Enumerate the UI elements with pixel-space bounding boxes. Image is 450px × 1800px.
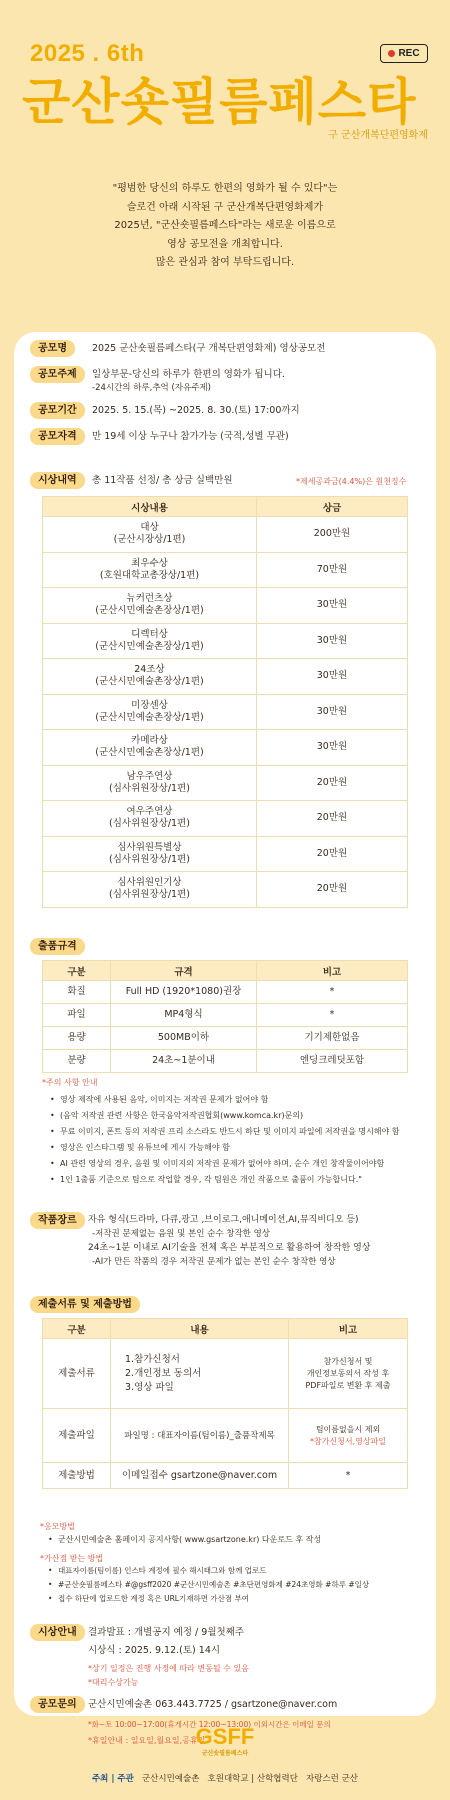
award-name: 여우주연상 [126, 806, 173, 818]
spec-cell: 화질 [43, 981, 111, 1004]
table-row [43, 694, 408, 730]
table-row [43, 1004, 408, 1027]
award-sub: (군산시장상/1편) [113, 534, 186, 546]
caution-title: *주의 사항 안내 [42, 1078, 98, 1087]
table-header-cell: 구분 [43, 1319, 111, 1339]
footer-sponsors [0, 1772, 450, 1784]
table-header-cell: 구분 [43, 961, 111, 981]
docs-note [289, 1339, 408, 1409]
spec-cell: 엔딩크레딧포함 [257, 1050, 408, 1073]
bonus-list [48, 1564, 432, 1606]
table-row [43, 1050, 408, 1073]
intro-line: "평범한 당신의 하루도 한편의 영화가 될 수 있다"는 [112, 183, 338, 194]
award-cell [43, 872, 257, 908]
award-sub: (군산시민예술촌장상/1편) [95, 605, 204, 617]
table-row [43, 801, 408, 837]
bonus-title: *가산점 받는 방법 [40, 1554, 104, 1563]
list-item: • 1인 1출품 기준으로 팀으로 작업할 경우, 각 팀원은 개인 작품으로 출품이 가능합니다." [50, 1172, 430, 1188]
label-theme: 공모주제 [30, 366, 85, 383]
table-header-cell: 규격 [111, 961, 257, 981]
award-prize: 30만원 [257, 694, 408, 730]
spec-cell: Full HD (1920*1080)권장 [111, 981, 257, 1004]
howto-list [48, 1532, 428, 1548]
award-sub: (심사위원장상/1편) [109, 818, 190, 830]
award-prize: 30만원 [257, 659, 408, 695]
award-cell [43, 588, 257, 624]
table-row [43, 730, 408, 766]
table-row [43, 872, 408, 908]
award-name: 미장센상 [131, 699, 168, 711]
footer-host-label: 주최 | 주관 [91, 1774, 134, 1784]
note-line: *참가신청서,영상파일 [309, 1436, 387, 1446]
announce-note: *상기 일정은 진행 사정에 따라 변동될 수 있음 [88, 1664, 249, 1673]
table-header-cell: 비고 [289, 1319, 408, 1339]
gsff-logo [190, 1724, 260, 1764]
table-row [43, 765, 408, 801]
list-item: • 접수 하단에 업로드한 계정 혹은 URL기재하면 가산점 부여 [48, 1592, 432, 1606]
list-item: • 대표자이름(팀이름) 인스타 계정에 필수 해시태그와 함께 업로드 [48, 1564, 432, 1578]
rec-badge [380, 44, 428, 63]
list-item: • (음악 저작권 관련 사항은 한국음악저작권협회(www.komca.kr)문의) [50, 1108, 430, 1124]
award-cell [43, 730, 257, 766]
list-item: • AI 관련 영상의 경우, 음원 및 이미지의 저작권 문제가 없어야 하며, 순수 개인 창작물이어야함 [50, 1156, 430, 1172]
intro-line: 2025년, "군산숏필름페스타"라는 새로운 이름으로 [114, 220, 336, 231]
rec-label: REC [398, 48, 420, 59]
intro-line: 영상 공모전을 개최합니다. [167, 238, 283, 250]
award-name: 디렉터상 [131, 628, 168, 640]
period-value: 2025. 5. 15.(목) ~2025. 8. 30.(토) 17:00까지 [92, 405, 300, 416]
genre-line: 자유 형식(드라마, 다큐,광고 ,브이로그,애니메이션,AI,뮤직비디오 등) [88, 1215, 359, 1225]
genre-line: 24초~1분 이내로 AI기술을 전체 혹은 부분적으로 활용하여 창작한 영상 [88, 1243, 371, 1253]
award-cell [43, 836, 257, 872]
file-content: 파일명 : 대표자이름(팀이름)_출품작제목 [111, 1409, 289, 1463]
file-note [289, 1409, 408, 1463]
table-header-cell: 상금 [257, 497, 408, 517]
award-name: 뉴커런츠상 [126, 593, 173, 605]
award-prize: 20만원 [257, 872, 408, 908]
list-item: • 무료 이미지, 폰트 등의 저작권 프리 소스라도 반드시 하단 및 이미지 파일에 저작권을 명시해야 함 [50, 1124, 430, 1140]
award-name: 카메라상 [131, 735, 168, 747]
awards-tax-note: *제세공과금(4.4%)은 원천징수 [296, 477, 407, 486]
spec-cell: * [257, 1004, 408, 1027]
theme-sub-value: -24시간의 하루,추억 (자유주제) [92, 383, 211, 393]
award-sub: (심사위원장상/1편) [109, 782, 190, 794]
spec-cell: 분량 [43, 1050, 111, 1073]
footer-org: 자랑스런 군산 [306, 1774, 359, 1784]
table-row [43, 552, 408, 588]
awards-table [42, 496, 408, 908]
award-name: 심사위원특별상 [117, 841, 182, 853]
note-line: 개인정보동의서 작성 후 [306, 1368, 390, 1378]
list-item: 2.개인정보 동의서 [125, 1367, 202, 1379]
intro-line: 많은 관심과 참여 부탁드립니다. [155, 257, 295, 268]
spec-cell: MP4형식 [111, 1004, 257, 1027]
spec-table [42, 960, 408, 1073]
award-name: 남우주연상 [126, 770, 173, 782]
record-dot-icon [388, 50, 395, 57]
awards-summary: 총 11작품 선정/ 총 상금 실백만원 [92, 475, 233, 486]
table-header-row [43, 961, 408, 981]
contest-name-value: 2025 군산숏필름페스타(구 개복단편영화제) 영상공모전 [92, 343, 326, 354]
method-content: 이메일접수 gsartzone@naver.com [111, 1463, 289, 1489]
award-sub: (군산시민예술촌장상/1편) [95, 711, 204, 723]
award-prize: 30만원 [257, 623, 408, 659]
award-prize: 70만원 [257, 552, 408, 588]
row-label: 제출방법 [43, 1463, 111, 1489]
spec-cell: * [257, 981, 408, 1004]
genre-line: -저작권 문제없는 음원 및 본인 순수 창작한 영상 [92, 1229, 270, 1239]
label-contact: 공모문의 [30, 1696, 85, 1713]
table-row [43, 517, 408, 553]
award-cell [43, 517, 257, 553]
spec-cell: 500MB이하 [111, 1027, 257, 1050]
award-prize: 20만원 [257, 801, 408, 837]
table-row [43, 836, 408, 872]
table-row [43, 1409, 408, 1463]
award-name: 대상 [140, 522, 159, 534]
note-line: 팀이름없을시 제외 [315, 1424, 381, 1434]
award-prize: 30만원 [257, 588, 408, 624]
festival-subtitle: 구 군산개복단편영화제 [328, 130, 428, 141]
label-submission: 제출서류 및 제출방법 [30, 1296, 140, 1313]
award-prize: 200만원 [257, 517, 408, 553]
award-cell [43, 659, 257, 695]
logo-subtext: 군산숏필름페스타 [201, 1751, 249, 1757]
table-row [43, 1463, 408, 1489]
table-header-row [43, 1319, 408, 1339]
award-prize: 30만원 [257, 730, 408, 766]
method-note: * [289, 1463, 408, 1489]
label-awards: 시상내역 [30, 472, 85, 489]
table-row [43, 981, 408, 1004]
spec-cell: 파일 [43, 1004, 111, 1027]
genre-line: -AI가 만든 작품의 경우 저작권 문제가 없는 본인 순수 창작한 영상 [92, 1257, 336, 1267]
award-sub: (군산시민예술촌장상/1편) [95, 640, 204, 652]
announce-note: *대리수상가능 [88, 1678, 139, 1687]
award-name: 최우수상 [131, 557, 168, 569]
spec-cell: 용량 [43, 1027, 111, 1050]
award-sub: (군산시민예술촌장상/1편) [95, 747, 204, 759]
label-spec: 출품규격 [30, 938, 85, 955]
list-item: • 영상은 인스타그램 및 유튜브에 게시 가능해야 함 [50, 1140, 430, 1156]
intro-line: 슬로건 아래 시작된 구 군산개복단편영화제가 [126, 201, 324, 213]
spec-cell: 24초~1분이내 [111, 1050, 257, 1073]
label-period: 공모기간 [30, 402, 85, 419]
row-label: 제출서류 [43, 1339, 111, 1409]
table-header-row [43, 497, 408, 517]
list-item: • #군산숏필름페스타 #@gsff2020 #군산시민예술촌 #초단편영화제 #24초영화 #하루 #일상 [48, 1578, 432, 1592]
table-row [43, 659, 408, 695]
howto-title: *응모방법 [40, 1522, 75, 1531]
caution-list [50, 1092, 430, 1188]
award-sub: (군산시민예술촌장상/1편) [95, 676, 204, 688]
announce-line: 시상식 : 2025. 9.12.(토) 14시 [88, 1645, 221, 1656]
announce-line: 결과발표 : 개별공지 예정 / 9월첫째주 [88, 1627, 245, 1638]
label-genre: 작품장르 [30, 1212, 85, 1229]
list-item: • 영상 제작에 사용된 음악, 이미지는 저작권 문제가 없어야 함 [50, 1092, 430, 1108]
award-cell [43, 694, 257, 730]
eligibility-value: 만 19세 이상 누구나 참가가능 (국적,성별 무관) [92, 431, 289, 442]
submission-table [42, 1318, 408, 1489]
award-cell [43, 765, 257, 801]
award-sub: (심사위원장상/1편) [109, 889, 190, 901]
award-sub: (호원대학교총장상/1편) [99, 569, 200, 581]
list-item: • 군산시민예술촌 홈페이지 공지사항( www.gsartzone.kr) 다운로드 후 작성 [48, 1532, 428, 1548]
list-item: 3.영상 파일 [125, 1381, 174, 1393]
award-prize: 20만원 [257, 765, 408, 801]
festival-title: 군산숏필름페스타 [22, 73, 417, 131]
intro-text [30, 180, 420, 273]
award-cell [43, 552, 257, 588]
award-name: 24조상 [134, 664, 165, 676]
label-contest-name: 공모명 [30, 340, 75, 357]
contact-line: 군산시민예술촌 063.443.7725 / gsartzone@naver.com [88, 1699, 338, 1710]
award-name: 심사위원인기상 [117, 877, 182, 889]
docs-cell [111, 1339, 289, 1409]
spec-cell: 기기제한없음 [257, 1027, 408, 1050]
row-label: 제출파일 [43, 1409, 111, 1463]
table-row [43, 588, 408, 624]
info-card [14, 332, 436, 1745]
festival-year: 2025 . 6th [30, 40, 145, 67]
footer-org: 호원대학교 | 산학협력단 [207, 1774, 298, 1784]
note-line: 참가신청서 및 [323, 1356, 373, 1366]
label-award-announce: 시상안내 [30, 1624, 85, 1641]
award-cell [43, 623, 257, 659]
table-header-cell: 내용 [111, 1319, 289, 1339]
table-header-cell: 비고 [257, 961, 408, 981]
award-prize: 20만원 [257, 836, 408, 872]
theme-value: 일상부문-당신의 하루가 한편의 영화가 됩니다. [92, 369, 285, 380]
label-eligibility: 공모자격 [30, 428, 85, 445]
award-cell [43, 801, 257, 837]
table-row [43, 623, 408, 659]
note-line: PDF파일로 변환 후 제출 [305, 1380, 391, 1390]
table-row [43, 1027, 408, 1050]
contact-note: *휴일안내 : 일요일,월요일,공휴일 [88, 1736, 206, 1745]
table-header-cell: 시상내용 [43, 497, 257, 517]
footer-org: 군산시민예술촌 [141, 1774, 200, 1784]
table-row [43, 1339, 408, 1409]
contact-note: *화~토 10:00~17:00(휴게시간 12:00~13:00) 이외시간은 이메일 문의 [88, 1720, 331, 1729]
logo-text: GSFF [195, 1724, 255, 1749]
list-item: 1.참가신청서 [125, 1353, 180, 1365]
award-sub: (심사위원장상/1편) [109, 853, 190, 865]
